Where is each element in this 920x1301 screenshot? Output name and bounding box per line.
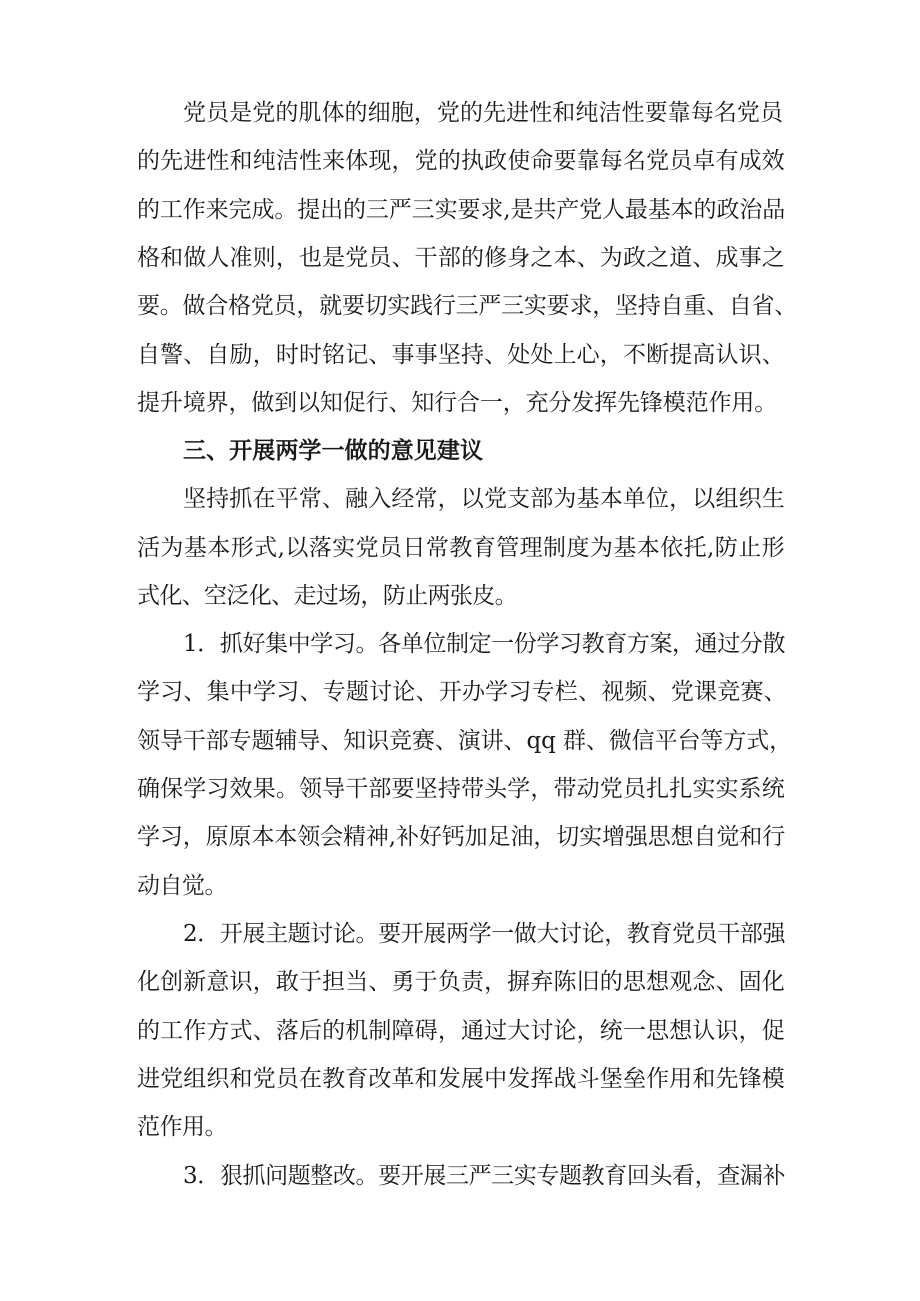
list-item-line: 学习、集中学习、专题讨论、开办学习专栏、视频、党课竞赛、	[137, 679, 787, 705]
list-item-line: 范作用。	[137, 1114, 227, 1140]
paragraph-line: 的工作来完成。提出的三严三实要求,是共产党人最基本的政治品	[137, 197, 786, 223]
paragraph-line: 活为基本形式,以落实党员日常教育管理制度为基本依托,防止形	[137, 535, 786, 561]
list-item-line: 3．狠抓问题整改。要开展三严三实专题教育回头看，查漏补	[183, 1163, 786, 1189]
paragraph-line: 式化、空泛化、走过场，防止两张皮。	[137, 583, 517, 609]
list-item-line: 化创新意识，敢于担当、勇于负责，摒弃陈旧的思想观念、固化	[137, 969, 785, 995]
list-item-line: 确保学习效果。领导干部要坚持带头学，带动党员扎扎实实系统	[137, 776, 785, 802]
section-heading: 三、开展两学一做的意见建议	[183, 437, 484, 464]
list-item-line: 1．抓好集中学习。各单位制定一份学习教育方案，通过分散	[183, 631, 786, 657]
list-item-line: 2．开展主题讨论。要开展两学一做大讨论，教育党员干部强	[183, 921, 786, 947]
paragraph-line: 坚持抓在平常、融入经常，以党支部为基本单位，以组织生	[183, 486, 785, 512]
paragraph-line: 要。做合格党员，就要切实践行三严三实要求，坚持自重、自省、	[137, 293, 798, 319]
list-item-line: 进党组织和党员在教育改革和发展中发挥战斗堡垒作用和先锋模	[137, 1066, 785, 1092]
list-item-line: 动自觉。	[137, 873, 227, 899]
list-item-line: 的工作方式、落后的机制障碍，通过大讨论，统一思想认识，促	[137, 1018, 785, 1044]
list-item-line: 学习，原原本本领会精神,补好钙加足油，切实增强思想自觉和行	[137, 824, 786, 850]
paragraph-line: 自警、自励，时时铭记、事事坚持、处处上心，不断提高认识、	[137, 342, 785, 368]
paragraph-line: 党员是党的肌体的细胞，党的先进性和纯洁性要靠每名党员	[183, 100, 784, 126]
paragraph-line: 的先进性和纯洁性来体现，党的执政使命要靠每名党员卓有成效	[137, 148, 785, 174]
list-item-line: 领导干部专题辅导、知识竞赛、演讲、qq 群、微信平台等方式，	[137, 728, 793, 754]
paragraph-line: 格和做人准则，也是党员、干部的修身之本、为政之道、成事之	[137, 245, 785, 271]
paragraph-line: 提升境界，做到以知促行、知行合一，充分发挥先锋模范作用。	[137, 390, 778, 416]
